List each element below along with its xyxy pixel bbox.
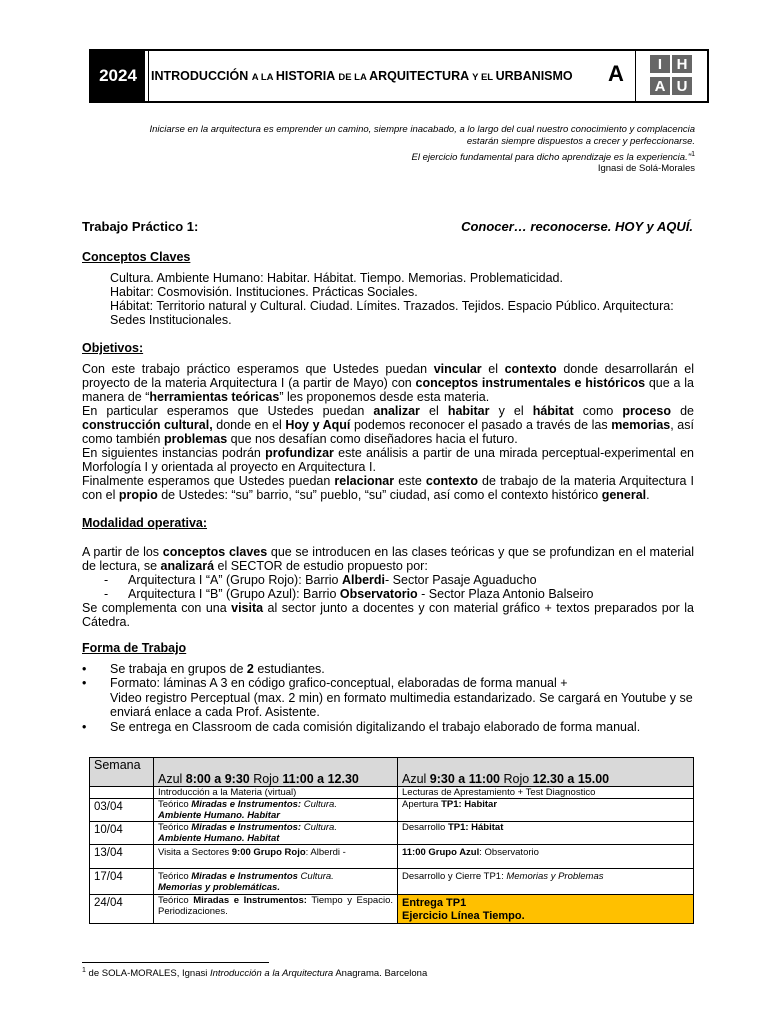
logo-letter-a: A [650,77,670,95]
table-row [90,869,694,895]
semana-header: Semana [90,758,154,787]
logo-letter-h: H [672,55,692,73]
forma-bullet-list [82,662,694,734]
row-right-cell: Apertura TP1: Habitar [398,799,694,822]
year-divider [145,51,149,101]
row-left-cell: Visita a Sectores 9:00 Grupo Rojo: Alberdi - [154,845,398,869]
forma-bullet-2 [82,676,694,719]
row-date: 17/04 [90,869,154,895]
slot-1-header: Azul 8:00 a 9:30 Rojo 11:00 a 12.30 [154,758,398,787]
row-date: 10/04 [90,822,154,845]
quote-text: El ejercicio fundamental para dicho aprendizaje es la experiencia." [411,152,692,164]
row-left-cell: Teórico Miradas e Instrumentos: Cultura. Ambiente Humano. Habitar [154,799,398,822]
objetivos-paragraph-2: En particular esperamos que Ustedes puedan analizar el habitar y el hábitat como proceso de construcción cultural, donde en el Hoy y Aquí podemos reconocer el pasado a través de las memorias, así como también problemas que nos desafían como diseñadores hacia el futuro. [82,404,694,446]
conceptos-line-3: Hábitat: Territorio natural y Cultural. Ciudad. Límites. Trazados. Tejidos. Espacio Público. Arquitectura: Sedes Institucionales. [110,299,674,328]
intro-right-cell: Lecturas de Aprestamiento + Test Diagnostico [398,787,694,799]
conceptos-line-1: Cultura. Ambiente Humano: Habitar. Hábitat. Tiempo. Memorias. Problematicidad. [110,271,563,285]
modalidad-paragraph-1: A partir de los conceptos claves que se introducen en las clases teóricas y que se profundizan en el material de lectura, se analizará el SECTOR de estudio propuesto por: [82,545,695,573]
tp-title: Trabajo Práctico 1: [82,219,199,234]
footnote-divider [82,962,269,963]
objetivos-paragraph-1: Con este trabajo práctico esperamos que Ustedes puedan vincular el contexto donde desarrollarán el proyecto de la materia Arquitectura I (a partir de Mayo) con conceptos instrumentales e históricos que a la manera de “herramientas teóricas” les proponemos desde esta materia. [82,362,694,404]
row-left-cell: Teórico Miradas e Instrumentos: Cultura. Ambiente Humano. Habitat [154,822,398,845]
table-row [90,822,694,845]
table-row [90,845,694,869]
objetivos-paragraph-3: En siguientes instancias podrán profundizar este análisis a partir de una mirada perceptual-experimental en Morfología I y orientada al proyecto en Arquitectura I. [82,446,694,474]
row-right-cell: Desarrollo y Cierre TP1: Memorias y Problemas [398,869,694,895]
modalidad-paragraph-2: Se complementa con una visita al sector junto a docentes y con material gráfico + textos preparados por la Cátedra. [82,601,694,629]
year-label: 2024 [91,51,145,101]
forma-bullet-2-line-1: Formato: láminas A 3 en código grafico-conceptual, elaboradas de forma manual + [110,676,568,691]
quote-line-3 [412,151,695,163]
intro-left-cell: Introducción a la Materia (virtual) [154,787,398,799]
forma-heading: Forma de Trabajo [82,641,187,655]
quote-footnote-ref: 1 [691,151,695,158]
forma-bullet-2-line-2: Video registro Perceptual (max. 2 min) en formato multimedia estandarizado. Se cargará en Youtube y se enviará enlace a cada Prof. Asistente. [110,690,693,720]
row-date: 24/04 [90,895,154,924]
entrega-cell: Entrega TP1 Ejercicio Línea Tiempo. [398,895,694,924]
footnote: $^1$ de SOLA-MORALES, Ignasi Introducción a la Arquitectura Anagrama. Barcelona [82,967,428,980]
modalidad-dash-1-text: Arquitectura I “A” (Grupo Rojo): Barrio Alberdi- Sector Pasaje Aguaducho [128,573,537,587]
row-left-cell: Teórico Miradas e Instrumentos: Tiempo y Espacio. Periodizaciones. [154,895,398,924]
table-row [90,799,694,822]
row-right-cell: Desarrollo TP1: Hábitat [398,822,694,845]
tp-subtitle: Conocer… reconocerse. HOY y AQUÍ. [461,219,693,234]
forma-bullet-1: • Se trabaja en grupos de 2 estudiantes. [82,662,694,676]
forma-bullet-3: • Se entrega en Classroom de cada comisión digitalizando el trabajo elaborado de forma manual. [82,720,694,734]
course-title: INTRODUCCIÓN A LA HISTORIA DE LA ARQUITECTURA Y EL URBANISMO [151,69,573,83]
table-header-row [90,758,694,787]
row-left-cell: Teórico Miradas e Instrumentos Cultura. Memorias y problemáticas. [154,869,398,895]
row-date: 13/04 [90,845,154,869]
table-row [90,787,694,799]
modalidad-heading: Modalidad operativa: [82,516,208,530]
logo-letter-i: I [650,55,670,73]
schedule-table [89,757,694,924]
logo-letter-u: U [672,77,692,95]
course-letter: A [608,61,624,86]
modalidad-dash-2-text: Arquitectura I “B” (Grupo Azul): Barrio Observatorio - Sector Plaza Antonio Balseiro [128,587,594,601]
row-right-cell: 11:00 Grupo Azul: Observatorio [398,845,694,869]
table-row [90,895,694,924]
conceptos-heading: Conceptos Claves [82,250,191,264]
row-date: 03/04 [90,799,154,822]
document-header [89,49,709,103]
quote-line-1: Iniciarse en la arquitectura es emprender un camino, siempre inacabado, a lo largo del cual nuestro conocimiento y complacencia [149,124,695,135]
quote-author: Ignasi de Solá-Morales [597,163,695,174]
ihau-logo [635,51,708,101]
objetivos-heading: Objetivos: [82,341,144,355]
quote-line-2: estarán siempre dispuestos a crecer y perfeccionarse. [466,136,695,147]
objetivos-paragraph-4: Finalmente esperamos que Ustedes puedan relacionar este contexto de trabajo de la materia Arquitectura I con el propio de Ustedes: “su” barrio, “su” pueblo, “su” ciudad, así como el contexto histórico general. [82,474,694,502]
conceptos-line-2: Habitar: Cosmovisión. Instituciones. Prácticas Sociales. [110,285,418,299]
slot-2-header: Azul 9:30 a 11:00 Rojo 12.30 a 15.00 [398,758,694,787]
